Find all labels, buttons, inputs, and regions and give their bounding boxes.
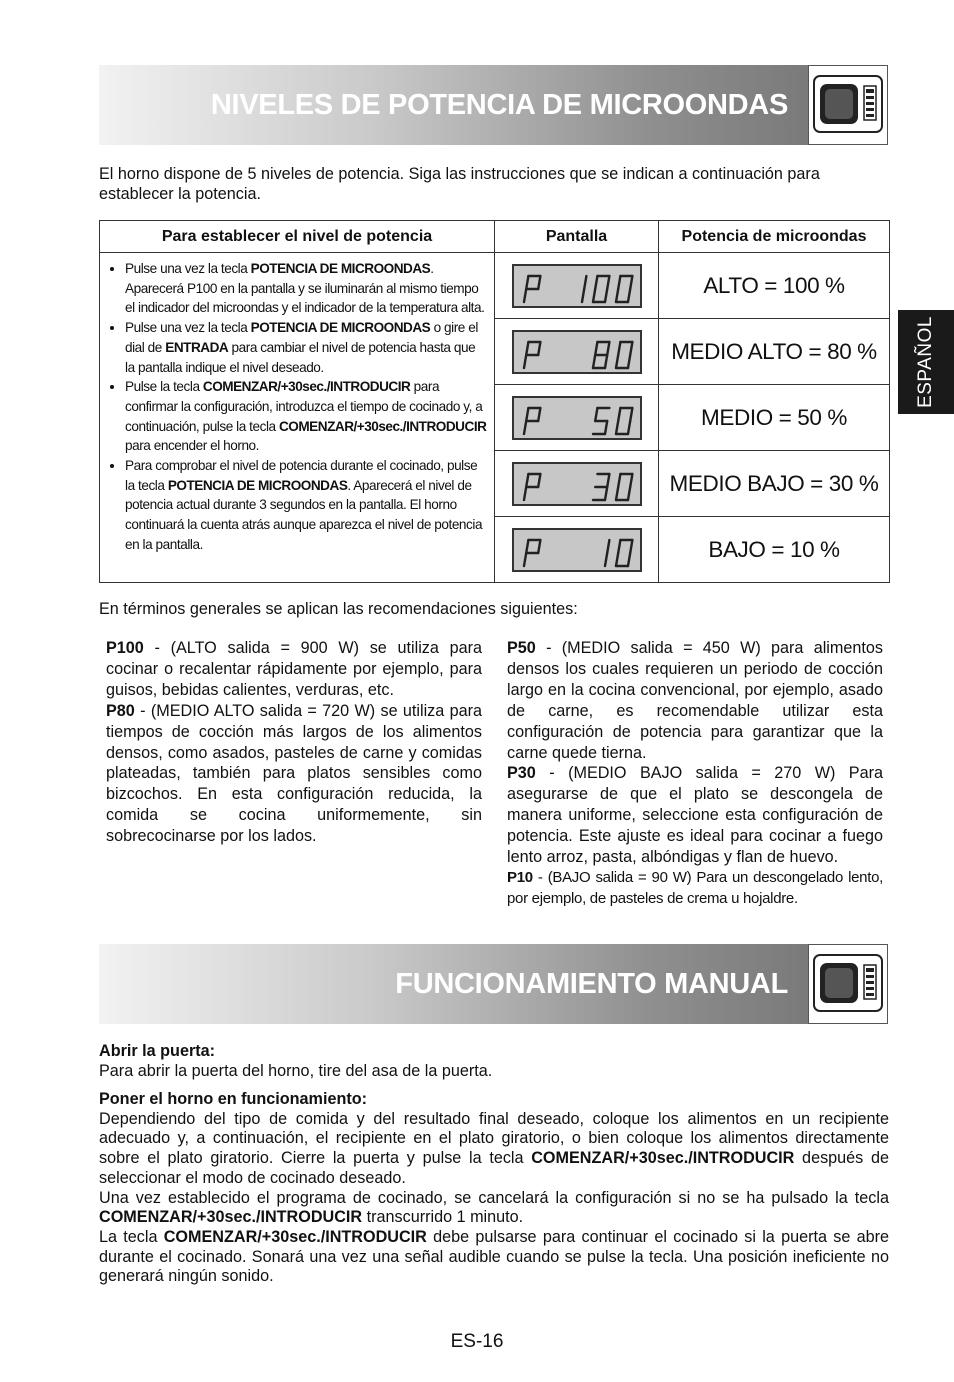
step-item: • Para comprobar el nivel de potencia durante el cocinado, pulse la tecla POTENCIA DE MICROONDAS. Aparecerá el nivel de potencia actual durante 3 segundos en la pantalla. El horno continuará la cuenta atrás aunque aparezca el nivel de potencia en la pantalla. [125,456,488,555]
page-number: ES-16 [450,1331,504,1352]
start-oven-paragraph: Dependiendo del tipo de comida y del resultado final deseado, coloque los alimentos en un recipiente adecuado y, a continuación, el recipiente en el plato giratorio, o bien coloque los alimentos directamente sobre el plato giratorio. Cierre la puerta y pulse la tecla COMENZAR/+30sec./INTRODUCIR después de seleccionar el modo de cocinado deseado. [99,1109,889,1187]
start-oven-paragraph: Una vez establecido el programa de cocinado, se cancelará la configuración si no se ha pulsado la tecla COMENZAR/+30sec./INTRODUCIR transcurrido 1 minuto. [99,1188,889,1227]
open-door-text: Para abrir la puerta del horno, tire del asa de la puerta. [99,1061,493,1080]
microwave-icon [808,65,888,145]
section-title: NIVELES DE POTENCIA DE MICROONDAS [210,89,788,121]
start-oven-heading: Poner el horno en funcionamiento: [99,1090,368,1108]
recommendation-p80: P80 - (MEDIO ALTO salida = 720 W) se utiliza para tiempos de cocción más largos de los alimentos densos, como asados, pasteles de carne y comidas plateadas, también para platos sensibles como bizcochos. En esta configuración reducida, la comida se cocina uniformemente, sin sobrecocinarse por los lados. [106,701,482,846]
lcd-digits [514,530,640,570]
recommendations-right-column [507,638,883,910]
language-tab [898,310,954,414]
general-recommendations-text: En términos generales se aplican las recomendaciones siguientes: [99,600,578,618]
table-header-power: Potencia de microondas [659,221,890,253]
display-cell [495,385,659,451]
recommendation-p100: P100 - (ALTO salida = 900 W) se utiliza para cocinar o recalentar rápidamente por ejemplo, para guisos, bebidas calientes, verduras, etc. [106,639,482,699]
power-value: MEDIO ALTO = 80 % [659,319,890,385]
step-item: • Pulse la tecla COMENZAR/+30sec./INTRODUCIR para confirmar la configuración, introduzca el tiempo de cocinado y, a continuación, pulse la tecla COMENZAR/+30sec./INTRODUCIR para encender el horno. [125,377,488,456]
section-title: FUNCIONAMIENTO MANUAL [395,968,788,1000]
lcd-display [512,462,642,506]
open-door-section [99,1042,889,1081]
step-item: • Pulse una vez la tecla POTENCIA DE MICROONDAS o gire el dial de ENTRADA para cambiar el nivel de potencia hasta que la pantalla indique el nivel deseado. [125,318,488,377]
display-cell [495,319,659,385]
steps-list [108,259,488,555]
recommendation-p10: P10 - (BAJO salida = 90 W) Para un descongelado lento, por ejemplo, de pasteles de crema u hojaldre. [507,868,883,907]
section-banner-manual-operation [99,944,888,1024]
lcd-display [512,264,642,308]
steps-cell [100,253,495,583]
lcd-digits [514,464,640,504]
open-door-heading: Abrir la puerta: [99,1042,216,1060]
recommendations-left-column [106,638,482,847]
table-header-steps: Para establecer el nivel de potencia [100,221,495,253]
display-cell [495,451,659,517]
power-value: MEDIO = 50 % [659,385,890,451]
recommendation-p50: P50 - (MEDIO salida = 450 W) para alimentos densos los cuales requieren un periodo de cocción largo en la cocina convencional, por ejemplo, asado de carne, es recomendable utilizar esta configuración de potencia para garantizar que la carne quede tierna. [507,639,883,762]
start-oven-section [99,1090,889,1287]
power-level-table [99,220,890,583]
table-header-display: Pantalla [495,221,659,253]
lcd-display [512,528,642,572]
power-value: MEDIO BAJO = 30 % [659,451,890,517]
lcd-digits [514,266,640,306]
lcd-display [512,330,642,374]
display-cell [495,253,659,319]
lcd-display [512,396,642,440]
section-banner-power-levels [99,65,888,145]
language-tab-label: ESPAÑOL [915,316,936,408]
intro-text: El horno dispone de 5 niveles de potencia. Siga las instrucciones que se indican a continuación para establecer la potencia. [99,165,820,203]
microwave-icon [808,944,888,1024]
start-oven-paragraph: La tecla COMENZAR/+30sec./INTRODUCIR debe pulsarse para continuar el cocinado si la puerta se abre durante el cocinado. Sonará una vez una señal audible cuando se pulse la tecla. Una posición ineficiente no generará ningún sonido. [99,1227,889,1286]
power-value: ALTO = 100 % [659,253,890,319]
recommendation-p30: P30 - (MEDIO BAJO salida = 270 W) Para asegurarse de que el plato se descongela de manera uniforme, seleccione esta configuración de potencia. Este ajuste es ideal para cocinar a fuego lento arroz, pasta, albóndigas y flan de huevo. [507,764,883,867]
lcd-digits [514,398,640,438]
display-cell [495,517,659,583]
power-value: BAJO = 10 % [659,517,890,583]
step-item: • Pulse una vez la tecla POTENCIA DE MICROONDAS. Aparecerá P100 en la pantalla y se iluminarán al mismo tiempo el indicador del microondas y el indicador de la temperatura alta. [125,259,488,318]
lcd-digits [514,332,640,372]
